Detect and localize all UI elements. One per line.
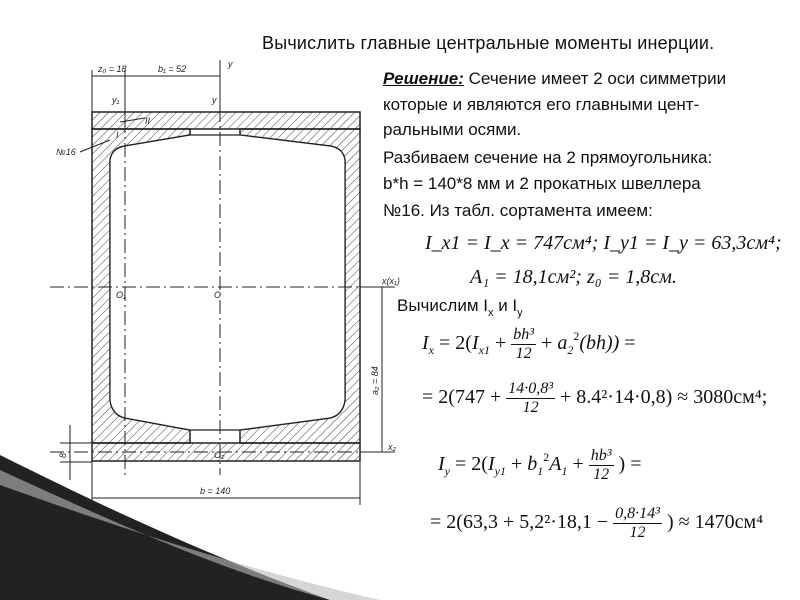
formula-ix: $I_x = 2(I_{x1}$ + $\frac{\text{bh³}}{12}$ + $a_2^2(bh)$) = bbox=[422, 326, 636, 362]
dim-b-label: b = 140 bbox=[200, 486, 231, 496]
channel-label: №16 bbox=[56, 147, 76, 157]
solution-label: Решение: bbox=[383, 69, 464, 88]
point-o-label: O bbox=[214, 290, 222, 300]
compute-label: Вычислим $I_x$ и $I_y$ bbox=[397, 296, 523, 319]
solution-line-3: ральными осями. bbox=[383, 120, 522, 139]
solution-line-1 bbox=[383, 68, 726, 90]
solution-line-2: которые и являются его главными цент- bbox=[383, 95, 700, 114]
part-1-label: I bbox=[116, 130, 119, 140]
dim-b1-label: b₁ = 52 bbox=[158, 64, 187, 74]
axis-y-label-2: y bbox=[212, 95, 217, 105]
formula-iy-value: = 2(63,3 + 5,2²·18,1 − $\frac{\text{0,8·14³}}{12}$ ) ≈ 1470см⁴ bbox=[430, 505, 764, 541]
part-2-label: II bbox=[145, 116, 151, 126]
axis-x2-label: x₂ bbox=[388, 442, 396, 452]
solution-line-6: №16. Из табл. сортамента имеем: bbox=[383, 201, 653, 220]
dim-z0-label: z₀ = 18 bbox=[98, 64, 127, 74]
axis-x-label: x(x₁) bbox=[382, 276, 400, 286]
slide-title: Вычислить главные центральные моменты инерции. bbox=[262, 33, 715, 53]
formula-area: A₁ = 18,1см²; z₀ = 1,8см. bbox=[470, 266, 677, 288]
point-o1-label: O₁ bbox=[116, 290, 126, 300]
formula-ix-value: = 2(747 + $\frac{\text{14·0,8³}}{12}$ + 8.4²·14·0,8) ≈ 3080см⁴; bbox=[422, 380, 768, 416]
point-o2-label: O₂ bbox=[214, 450, 225, 460]
formula-iy: $I_y = 2(I_{y1} + b_1^2A_1$ + $\frac{\text{hb³}}{12}$ ) = bbox=[438, 447, 642, 483]
solution-line-5: b*h = 140*8 мм и 2 прокатных швеллера bbox=[383, 174, 701, 193]
dim-a2-label: a₂ = 84 bbox=[370, 366, 380, 395]
formula-moments: I_x1 = I_x = 747см⁴; I_y1 = I_y = 63,3см⁴; bbox=[425, 232, 782, 254]
axis-y-label: y bbox=[228, 59, 233, 69]
solution-line-4: Разбиваем сечение на 2 прямоугольника: bbox=[383, 148, 713, 167]
axis-y1-label: y₁ bbox=[112, 95, 120, 105]
dim-8-label: 8 bbox=[58, 452, 68, 458]
solution-text-1: Сечение имеет 2 оси симметрии bbox=[468, 69, 727, 88]
inner-cavity bbox=[110, 135, 345, 430]
